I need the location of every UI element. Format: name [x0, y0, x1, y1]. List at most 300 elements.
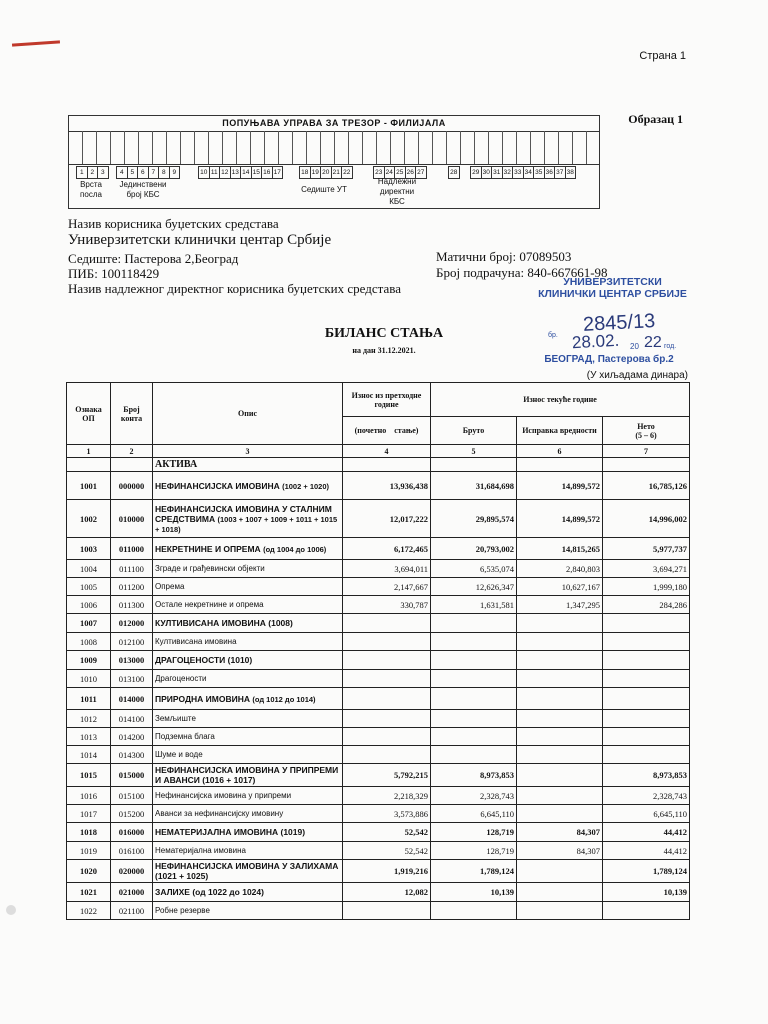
row-neto: [603, 688, 690, 710]
row-opis: [153, 500, 343, 538]
row-ispravka: 14,899,572: [517, 500, 603, 538]
row-op: 1019: [67, 842, 111, 860]
row-opis: [153, 688, 343, 710]
table-row: [67, 472, 690, 500]
row-ispravka: [517, 787, 603, 805]
treasury-cell: 11: [209, 166, 221, 179]
row-neto: [603, 728, 690, 746]
row-neto: [603, 614, 690, 633]
row-neto: [603, 670, 690, 688]
row-neto: [603, 633, 690, 651]
th-opis: Опис: [153, 383, 343, 445]
treasury-cell: 22: [341, 166, 353, 179]
row-prev: [343, 688, 431, 710]
row-opis: [153, 842, 343, 860]
page-number: Страна 1: [639, 50, 686, 62]
table-row: [67, 651, 690, 670]
red-pen-mark: [12, 40, 60, 46]
row-bruto: [431, 902, 517, 920]
stamp-br: бр.: [548, 332, 558, 339]
row-opis-main: ЗАЛИХЕ (од 1022 до 1024): [155, 887, 264, 897]
cells-group-6: [449, 166, 460, 177]
pib: ПИБ: 100118429: [68, 266, 160, 281]
row-op: 1009: [67, 651, 111, 670]
treasury-cell: 31: [491, 166, 503, 179]
treasury-cell: 3: [97, 166, 109, 179]
row-op: 1011: [67, 688, 111, 710]
table-row: [67, 860, 690, 883]
stamp-line-1: УНИВЕРЗИТЕТСКИ: [563, 276, 662, 288]
row-op: 1008: [67, 633, 111, 651]
row-op: 1014: [67, 746, 111, 764]
row-op: 1015: [67, 764, 111, 787]
row-ispravka: [517, 688, 603, 710]
treasury-cell: 25: [394, 166, 406, 179]
row-opis: [153, 651, 343, 670]
row-konto: 013100: [111, 670, 153, 688]
section-empty-7: [603, 458, 690, 472]
treasury-cell: 7: [148, 166, 160, 179]
row-neto: 44,412: [603, 842, 690, 860]
row-opis-main: НЕКРЕТНИНЕ И ОПРЕМА: [155, 543, 261, 554]
row-opis-main: Подземна блага: [155, 732, 215, 741]
row-prev: 330,787: [343, 596, 431, 614]
table-row: [67, 787, 690, 805]
treasury-cell: 4: [116, 166, 128, 179]
row-opis: [153, 578, 343, 596]
row-prev: [343, 670, 431, 688]
row-bruto: [431, 746, 517, 764]
row-prev: [343, 651, 431, 670]
row-ispravka: 14,899,572: [517, 472, 603, 500]
row-konto: 011100: [111, 560, 153, 578]
row-prev: [343, 633, 431, 651]
table-row: [67, 560, 690, 578]
row-opis-main: Шуме и воде: [155, 750, 203, 759]
row-bruto: 6,535,074: [431, 560, 517, 578]
row-opis: [153, 860, 343, 883]
row-bruto: [431, 670, 517, 688]
form-label: Образац 1: [628, 112, 683, 126]
row-opis-main: Робне резерве: [155, 906, 210, 915]
row-bruto: [431, 614, 517, 633]
stamp-god: год.: [664, 343, 677, 350]
row-prev: 52,542: [343, 823, 431, 842]
row-ispravka: [517, 651, 603, 670]
row-neto: 1,999,180: [603, 578, 690, 596]
row-konto: 000000: [111, 472, 153, 500]
row-opis: [153, 728, 343, 746]
row-opis-main: Нефинансијска имовина у припреми: [155, 791, 292, 800]
th-konto: Број конта: [111, 383, 153, 445]
cells-group-7: [471, 166, 576, 177]
treasury-cell: 12: [219, 166, 231, 179]
row-opis: [153, 538, 343, 560]
th-neto-label: Нето: [637, 421, 655, 431]
row-ispravka: [517, 670, 603, 688]
row-opis: [153, 805, 343, 823]
row-prev: [343, 746, 431, 764]
row-konto: 012100: [111, 633, 153, 651]
row-neto: 44,412: [603, 823, 690, 842]
th-num-6: 6: [517, 445, 603, 458]
row-bruto: 128,719: [431, 842, 517, 860]
row-op: 1013: [67, 728, 111, 746]
row-konto: 010000: [111, 500, 153, 538]
row-ispravka: [517, 710, 603, 728]
row-konto: 011300: [111, 596, 153, 614]
row-opis-main: НЕМАТЕРИЈАЛНА ИМОВИНА (1019): [155, 827, 306, 837]
table-row: [67, 633, 690, 651]
row-bruto: 8,973,853: [431, 764, 517, 787]
treasury-cell: 35: [533, 166, 545, 179]
stamp-address: БЕОГРАД, Пастерова бр.2: [544, 354, 674, 365]
row-opis: [153, 746, 343, 764]
th-num-4: 4: [343, 445, 431, 458]
th-prev: Износ из претходне године: [343, 383, 431, 417]
row-op: 1018: [67, 823, 111, 842]
row-prev: 3,694,011: [343, 560, 431, 578]
row-op: 1016: [67, 787, 111, 805]
row-prev: [343, 902, 431, 920]
row-opis: [153, 764, 343, 787]
row-prev: 2,147,667: [343, 578, 431, 596]
row-ispravka: 84,307: [517, 842, 603, 860]
row-opis: [153, 902, 343, 920]
section-empty-1: [67, 458, 111, 472]
stamp-line-2: КЛИНИЧКИ ЦЕНТАР СРБИЈЕ: [538, 288, 687, 300]
row-opis-main: Земљиште: [155, 714, 196, 723]
row-neto: [603, 710, 690, 728]
label-nadlezni: Надлежни директни КБС: [377, 177, 417, 206]
seat: Седиште: Пастерова 2,Београд: [68, 251, 239, 266]
row-bruto: [431, 688, 517, 710]
row-opis-sub: (од 1004 до 1006): [263, 544, 327, 554]
treasury-stripes: [69, 131, 599, 165]
treasury-cell: 37: [554, 166, 566, 179]
row-bruto: 10,139: [431, 883, 517, 902]
row-neto: 10,139: [603, 883, 690, 902]
row-opis-main: Култивисана имовина: [155, 637, 237, 646]
treasury-cell: 19: [310, 166, 322, 179]
th-num-3: 3: [153, 445, 343, 458]
row-opis: [153, 670, 343, 688]
row-prev: 6,172,465: [343, 538, 431, 560]
row-neto: [603, 902, 690, 920]
row-konto: 014100: [111, 710, 153, 728]
th-current: Износ текуће године: [431, 383, 690, 417]
row-ispravka: [517, 728, 603, 746]
row-opis-main: НЕФИНАНСИЈСКА ИМОВИНА У ЗАЛИХАМА (1021 + 1025): [155, 861, 339, 881]
stamp-year: 22: [644, 334, 662, 351]
row-opis: [153, 560, 343, 578]
user-name: Универзитетски клинички центар Србије: [68, 232, 332, 248]
row-bruto: [431, 728, 517, 746]
treasury-cell: 8: [158, 166, 170, 179]
row-prev: 3,573,886: [343, 805, 431, 823]
row-opis: [153, 710, 343, 728]
row-prev: 52,542: [343, 842, 431, 860]
cells-group-5: [374, 166, 427, 177]
row-neto: 16,785,126: [603, 472, 690, 500]
row-op: 1002: [67, 500, 111, 538]
table-row: [67, 670, 690, 688]
row-bruto: 29,895,574: [431, 500, 517, 538]
section-empty-4: [343, 458, 431, 472]
row-neto: 284,286: [603, 596, 690, 614]
table-row: [67, 823, 690, 842]
balance-table: [66, 382, 690, 920]
row-konto: 016000: [111, 823, 153, 842]
treasury-cell: 27: [415, 166, 427, 179]
section-aktiva: АКТИВА: [153, 458, 343, 472]
row-op: 1001: [67, 472, 111, 500]
treasury-cell: 6: [137, 166, 149, 179]
treasury-cell: 15: [251, 166, 263, 179]
row-opis-main: НЕФИНАНСИЈСКА ИМОВИНА У СТАЛНИМ СРЕДСТВИМА: [155, 503, 332, 524]
treasury-cell: 1: [76, 166, 88, 179]
row-opis-main: ДРАГОЦЕНОСТИ (1010): [155, 655, 253, 665]
table-row: [67, 842, 690, 860]
row-prev: 5,792,215: [343, 764, 431, 787]
row-neto: 6,645,110: [603, 805, 690, 823]
row-op: 1010: [67, 670, 111, 688]
parent-label: Назив надлежног директног корисника буџетских средстава: [68, 281, 401, 296]
row-bruto: [431, 651, 517, 670]
treasury-cell: 26: [405, 166, 417, 179]
stamp-number: 2845/13: [582, 310, 656, 336]
row-op: 1017: [67, 805, 111, 823]
row-konto: 011000: [111, 538, 153, 560]
treasury-box: [68, 115, 600, 209]
punch-hole: [6, 905, 16, 915]
document-title: БИЛАНС СТАЊА: [324, 326, 444, 341]
table-row: [67, 805, 690, 823]
treasury-cell: 30: [481, 166, 493, 179]
row-opis: [153, 472, 343, 500]
row-opis-sub: (1003 + 1007 + 1009 + 1011 + 1015 + 1018): [155, 514, 338, 534]
table-row: [67, 764, 690, 787]
row-prev: 13,936,438: [343, 472, 431, 500]
row-bruto: 1,631,581: [431, 596, 517, 614]
cells-group-3: [199, 166, 283, 177]
row-op: 1020: [67, 860, 111, 883]
cells-group-2: [117, 166, 180, 177]
th-ispravka: Исправка вредности: [517, 417, 603, 445]
row-op: 1005: [67, 578, 111, 596]
th-op: Ознака ОП: [67, 383, 111, 445]
treasury-cell: 17: [272, 166, 284, 179]
row-konto: 015100: [111, 787, 153, 805]
row-prev: [343, 710, 431, 728]
row-prev: [343, 728, 431, 746]
row-ispravka: [517, 764, 603, 787]
treasury-cell: 23: [373, 166, 385, 179]
row-konto: 012000: [111, 614, 153, 633]
th-prev-sub-b: стање): [394, 426, 419, 435]
row-op: 1003: [67, 538, 111, 560]
treasury-cell: 36: [544, 166, 556, 179]
treasury-cell: 13: [230, 166, 242, 179]
row-opis: [153, 883, 343, 902]
row-ispravka: [517, 883, 603, 902]
treasury-cell: 38: [565, 166, 577, 179]
row-konto: 014200: [111, 728, 153, 746]
row-konto: 014000: [111, 688, 153, 710]
row-konto: 015000: [111, 764, 153, 787]
treasury-cell: 33: [512, 166, 524, 179]
row-opis-main: Опрема: [155, 582, 185, 591]
row-opis: [153, 633, 343, 651]
row-op: 1021: [67, 883, 111, 902]
stamp-date: 28.02.: [571, 330, 620, 353]
row-opis: [153, 614, 343, 633]
row-ispravka: [517, 860, 603, 883]
th-prev-sub-a: (почетно: [354, 426, 387, 435]
label-jbkbs: Јединствени број КБС: [119, 180, 167, 199]
table-row: [67, 710, 690, 728]
row-ispravka: [517, 805, 603, 823]
row-opis: [153, 787, 343, 805]
stamp-header: [530, 276, 695, 300]
table-row: [67, 578, 690, 596]
row-op: 1004: [67, 560, 111, 578]
treasury-cell: 24: [384, 166, 396, 179]
row-prev: 1,919,216: [343, 860, 431, 883]
table-row: [67, 902, 690, 920]
row-konto: 021100: [111, 902, 153, 920]
treasury-cell: 16: [261, 166, 273, 179]
section-empty-6: [517, 458, 603, 472]
row-neto: [603, 746, 690, 764]
row-neto: [603, 651, 690, 670]
table-row: [67, 614, 690, 633]
row-konto: 016100: [111, 842, 153, 860]
label-vrsta: Врста посла: [80, 180, 102, 199]
th-neto: [603, 417, 690, 445]
row-konto: 011200: [111, 578, 153, 596]
row-neto: 2,328,743: [603, 787, 690, 805]
treasury-cell: 29: [470, 166, 482, 179]
row-bruto: 12,626,347: [431, 578, 517, 596]
row-neto: 14,996,002: [603, 500, 690, 538]
row-opis-main: КУЛТИВИСАНА ИМОВИНА (1008): [155, 618, 293, 628]
treasury-cell: 18: [299, 166, 311, 179]
row-prev: [343, 614, 431, 633]
document-date: на дан 31.12.2021.: [352, 346, 416, 355]
row-opis-main: НЕФИНАНСИЈСКА ИМОВИНА У ПРИПРЕМИ И АВАНСИ (1016 + 1017): [155, 765, 339, 785]
th-num-2: 2: [111, 445, 153, 458]
treasury-cell: 2: [87, 166, 99, 179]
table-row: [67, 688, 690, 710]
row-konto: 014300: [111, 746, 153, 764]
row-op: 1006: [67, 596, 111, 614]
row-opis-main: ПРИРОДНА ИМОВИНА: [155, 693, 250, 704]
row-opis: [153, 823, 343, 842]
treasury-cell: 34: [523, 166, 535, 179]
row-konto: 021000: [111, 883, 153, 902]
units-note: (У хиљадама динара): [586, 370, 688, 381]
row-ispravka: 84,307: [517, 823, 603, 842]
treasury-cell: 14: [240, 166, 252, 179]
row-ispravka: 2,840,803: [517, 560, 603, 578]
row-ispravka: [517, 614, 603, 633]
row-op: 1012: [67, 710, 111, 728]
table-row: [67, 538, 690, 560]
row-bruto: 128,719: [431, 823, 517, 842]
maticni-broj: Матични број: 07089503: [436, 249, 572, 264]
row-opis-main: НЕФИНАНСИЈСКА ИМОВИНА: [155, 480, 280, 491]
row-opis-main: Зграде и грађевински објекти: [155, 564, 265, 573]
row-opis-main: Остале некретнине и опрема: [155, 600, 264, 609]
treasury-cell: 9: [169, 166, 181, 179]
row-konto: 020000: [111, 860, 153, 883]
row-bruto: [431, 633, 517, 651]
row-prev: 12,082: [343, 883, 431, 902]
th-bruto: Бруто: [431, 417, 517, 445]
row-opis-main: Нематеријална имовина: [155, 846, 246, 855]
row-konto: 015200: [111, 805, 153, 823]
row-ispravka: 10,627,167: [517, 578, 603, 596]
treasury-cell: 10: [198, 166, 210, 179]
cells-group-4: [300, 166, 353, 177]
row-ispravka: [517, 633, 603, 651]
podracun: Број подрачуна: 840-667661-98: [436, 265, 608, 280]
row-neto: 8,973,853: [603, 764, 690, 787]
row-op: 1007: [67, 614, 111, 633]
treasury-cell: 28: [448, 166, 460, 179]
th-num-5: 5: [431, 445, 517, 458]
th-num-7: 7: [603, 445, 690, 458]
stamp-year-prefix: 20: [630, 342, 639, 351]
table-row: [67, 728, 690, 746]
cells-group-1: [77, 166, 109, 177]
row-ispravka: 14,815,265: [517, 538, 603, 560]
row-bruto: 20,793,002: [431, 538, 517, 560]
row-opis-main: Драгоцености: [155, 674, 207, 683]
row-bruto: 31,684,698: [431, 472, 517, 500]
table-row: [67, 746, 690, 764]
row-bruto: 6,645,110: [431, 805, 517, 823]
row-neto: 1,789,124: [603, 860, 690, 883]
section-empty-5: [431, 458, 517, 472]
row-bruto: [431, 710, 517, 728]
label-sediste: Седиште УТ: [301, 185, 347, 194]
row-opis-main: Аванси за нефинансијску имовину: [155, 809, 284, 818]
row-opis-sub: (1002 + 1020): [282, 481, 330, 491]
treasury-cell: 20: [320, 166, 332, 179]
row-neto: 5,977,737: [603, 538, 690, 560]
row-opis: [153, 596, 343, 614]
row-konto: 013000: [111, 651, 153, 670]
table-row: [67, 883, 690, 902]
table-row: [67, 596, 690, 614]
table-row: [67, 500, 690, 538]
th-neto-sub: (5 – 6): [635, 430, 657, 440]
row-neto: 3,694,271: [603, 560, 690, 578]
section-empty-2: [111, 458, 153, 472]
row-bruto: 2,328,743: [431, 787, 517, 805]
th-num-1: 1: [67, 445, 111, 458]
row-opis-sub: (од 1012 до 1014): [252, 694, 316, 704]
row-ispravka: [517, 902, 603, 920]
row-prev: 2,218,329: [343, 787, 431, 805]
row-bruto: 1,789,124: [431, 860, 517, 883]
user-label: Назив корисника буџетских средстава: [68, 216, 279, 231]
treasury-cell: 5: [127, 166, 139, 179]
treasury-cell: 21: [331, 166, 343, 179]
th-prev-sub: [343, 417, 431, 445]
